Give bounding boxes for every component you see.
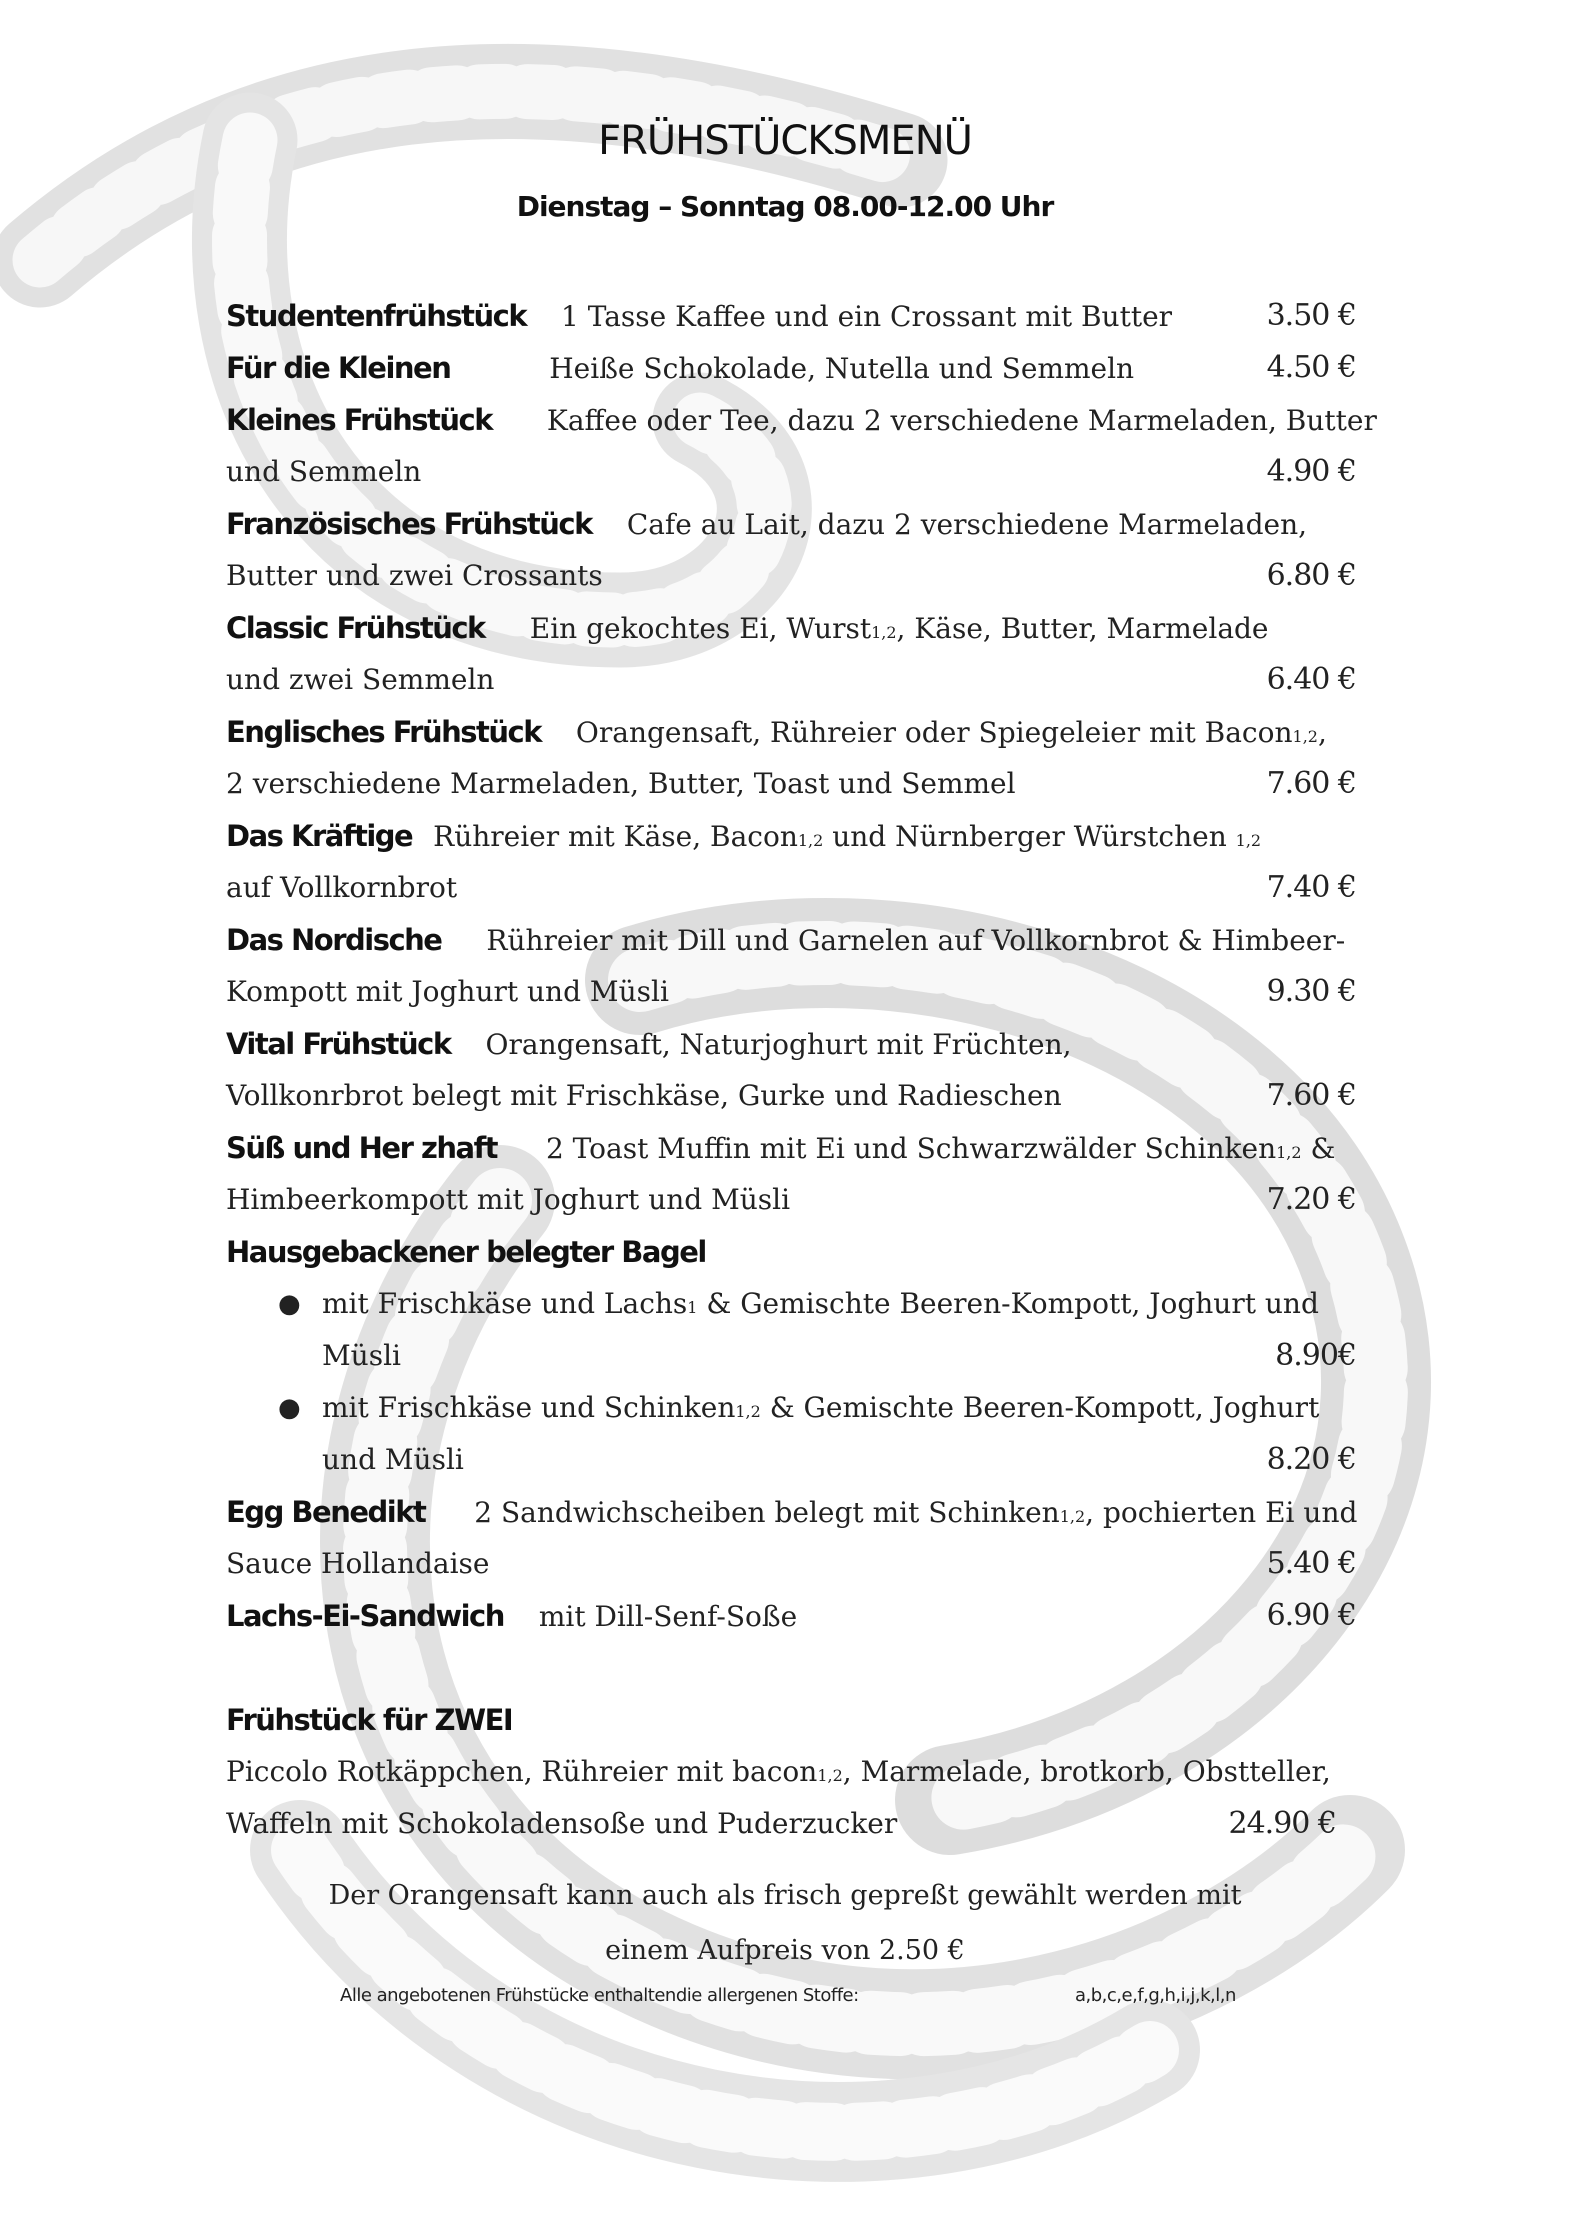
item-description-cont: Sauce Hollandaise — [226, 1547, 490, 1580]
menu-item-continuation — [226, 758, 1356, 810]
item-name: Englisches Frühstück — [226, 715, 542, 749]
item-price: 4.90 € — [1266, 454, 1356, 489]
menu-item-continuation — [226, 1174, 1356, 1226]
item-description-cont: Kompott mit Joghurt und Müsli — [226, 975, 669, 1008]
menu-item-line — [226, 498, 1356, 550]
item-name: Das Nordische — [226, 923, 442, 957]
bagel-option-text-after: & Gemischte Beeren-Kompott, Joghurt und — [697, 1287, 1319, 1320]
bagel-option-cont: Müsli — [322, 1339, 401, 1372]
menu-item-line — [226, 394, 1377, 446]
item-name: Studentenfrühstück — [226, 299, 527, 333]
zwei-description-after: , Marmelade, brotkorb, Obstteller, — [842, 1755, 1331, 1788]
opening-hours: Dienstag – Sonntag 08.00-12.00 Uhr — [516, 190, 1054, 223]
item-description: 2 Toast Muffin mit Ei und Schwarzwälder Schinken — [545, 1132, 1277, 1165]
menu-item-line — [226, 342, 1356, 394]
item-description-after: , — [1317, 716, 1327, 749]
allergen-superscript: 1,2 — [871, 623, 897, 642]
menu-item-continuation — [226, 966, 1356, 1018]
item-price: 7.60 € — [1266, 1078, 1356, 1113]
item-description: Rühreier mit Käse, Bacon — [433, 820, 798, 853]
item-description-cont: und zwei Semmeln — [226, 663, 495, 696]
item-description: Rühreier mit Dill und Garnelen auf Vollkornbrot & Himbeer- — [486, 924, 1346, 957]
menu-list — [226, 290, 1377, 1850]
bagel-option-text: mit Frischkäse und Lachs — [322, 1287, 688, 1320]
allergen-codes: a,b,c,e,f,g,h,i,j,k,l,n — [1075, 1985, 1236, 2006]
menu-item-line — [226, 1018, 1356, 1070]
item-name: Das Kräftige — [226, 819, 413, 853]
item-name: Französisches Frühstück — [226, 507, 592, 541]
item-description: mit Dill-Senf-Soße — [538, 1600, 798, 1633]
bagel-option-text-after: & Gemischte Beeren-Kompott, Joghurt — [760, 1391, 1320, 1424]
item-description: 1 Tasse Kaffee und ein Crossant mit Butter — [561, 300, 1173, 333]
allergen-superscript: 1,2 — [797, 831, 824, 850]
item-price: 7.20 € — [1266, 1182, 1356, 1217]
menu-item-line — [226, 290, 1356, 342]
item-price: 6.80 € — [1266, 558, 1356, 593]
item-name: Classic Frühstück — [226, 611, 485, 645]
menu-item-continuation — [226, 550, 1356, 602]
menu-item-line — [226, 810, 1356, 862]
allergen-superscript: 1,2 — [1292, 727, 1318, 746]
menu-item-continuation — [226, 446, 1356, 498]
item-name: Für die Kleinen — [226, 351, 451, 385]
item-description-after: , pochierten Ei und — [1085, 1496, 1358, 1529]
allergen-superscript: 1,2 — [1276, 1143, 1302, 1162]
item-price: 7.40 € — [1266, 870, 1356, 905]
item-price: 4.50 € — [1266, 350, 1356, 385]
item-description: 2 Sandwichscheiben belegt mit Schinken — [474, 1496, 1060, 1529]
item-price: 3.50 € — [1266, 298, 1356, 333]
item-description: Orangensaft, Naturjoghurt mit Früchten, — [485, 1028, 1072, 1061]
zwei-description-cont: Waffeln mit Schokoladensoße und Puderzucker — [226, 1807, 898, 1840]
menu-item-line — [226, 1590, 1356, 1642]
item-description-cont: Vollkonrbrot belegt mit Frischkäse, Gurke und Radieschen — [226, 1079, 1062, 1112]
item-description: Heiße Schokolade, Nutella und Semmeln — [549, 352, 1135, 385]
menu-item-line — [226, 1486, 1356, 1538]
item-price: 5.40 € — [1266, 1546, 1356, 1581]
allergen-superscript: 1 — [687, 1298, 698, 1317]
item-description: Ein gekochtes Ei, Wurst — [529, 612, 872, 645]
menu-item-continuation — [226, 1070, 1356, 1122]
allergen-superscript: 1,2 — [817, 1766, 843, 1785]
bagel-option-continuation — [226, 1434, 1356, 1486]
item-name: Lachs-Ei-Sandwich — [226, 1599, 504, 1633]
item-price: 6.90 € — [1266, 1598, 1356, 1633]
item-price: 6.40 € — [1266, 662, 1356, 697]
bagel-option-cont: und Müsli — [322, 1443, 464, 1476]
menu-item-line — [226, 706, 1356, 758]
bagel-option-text: mit Frischkäse und Schinken — [322, 1391, 736, 1424]
allergen-superscript: 1,2 — [1059, 1507, 1086, 1526]
bagel-option-continuation — [226, 1330, 1356, 1382]
bullet-icon: ● — [278, 1393, 301, 1423]
zwei-line — [226, 1798, 1336, 1850]
menu-item-line — [226, 1122, 1356, 1174]
item-name: Süß und Her zhaft — [226, 1131, 498, 1165]
item-name: Egg Benedikt — [226, 1495, 426, 1529]
zwei-heading: Frühstück für ZWEI — [226, 1703, 513, 1737]
menu-item-continuation — [226, 1538, 1356, 1590]
allergen-superscript: 1,2 — [735, 1402, 761, 1421]
item-description-cont: Himbeerkompott mit Joghurt und Müsli — [226, 1183, 791, 1216]
menu-item-line — [226, 914, 1356, 966]
zwei-line — [226, 1746, 1356, 1798]
item-name: Vital Frühstück — [226, 1027, 451, 1061]
allergen-note: Alle angebotenen Frühstücke enthaltendie allergenen Stoffe: — [340, 1985, 859, 2006]
orange-juice-surcharge: einem Aufpreis von 2.50 € — [605, 1935, 965, 1966]
menu-item-continuation — [226, 654, 1356, 706]
menu-item-continuation — [226, 862, 1356, 914]
bagel-option — [226, 1278, 1356, 1330]
item-description-cont: und Semmeln — [226, 455, 422, 488]
item-price: 8.20 € — [1266, 1442, 1356, 1477]
item-description: Orangensaft, Rühreier oder Spiegeleier mit Bacon — [575, 716, 1293, 749]
menu-item-line — [226, 602, 1356, 654]
allergen-superscript: 1,2 — [1235, 831, 1262, 850]
item-description-cont: Butter und zwei Crossants — [226, 559, 603, 592]
item-description-after: & — [1301, 1132, 1336, 1165]
item-description-cont: 2 verschiedene Marmeladen, Butter, Toast und Semmel — [226, 767, 1016, 800]
item-price: 7.60 € — [1266, 766, 1356, 801]
item-price: 9.30 € — [1266, 974, 1356, 1009]
page-title: FRÜHSTÜCKSMENÜ — [598, 118, 972, 164]
zwei-description: Piccolo Rotkäppchen, Rühreier mit bacon — [226, 1755, 818, 1788]
bagel-option — [226, 1382, 1356, 1434]
item-description-after: , Käse, Butter, Marmelade — [896, 612, 1269, 645]
item-description-after: und Nürnberger Würstchen — [823, 820, 1236, 853]
item-description: Cafe au Lait, dazu 2 verschiedene Marmeladen, — [626, 508, 1308, 541]
bagel-heading: Hausgebackener belegter Bagel — [226, 1235, 706, 1269]
item-price: 24.90 € — [1228, 1806, 1336, 1841]
bullet-icon: ● — [278, 1289, 301, 1319]
item-name: Kleines Frühstück — [226, 403, 492, 437]
item-description: Kaffee oder Tee, dazu 2 verschiedene Marmeladen, Butter — [546, 404, 1377, 437]
orange-juice-note: Der Orangensaft kann auch als frisch gepreßt gewählt werden mit — [328, 1880, 1242, 1911]
item-price: 8.90€ — [1275, 1338, 1356, 1373]
item-description-cont: auf Vollkornbrot — [226, 871, 458, 904]
